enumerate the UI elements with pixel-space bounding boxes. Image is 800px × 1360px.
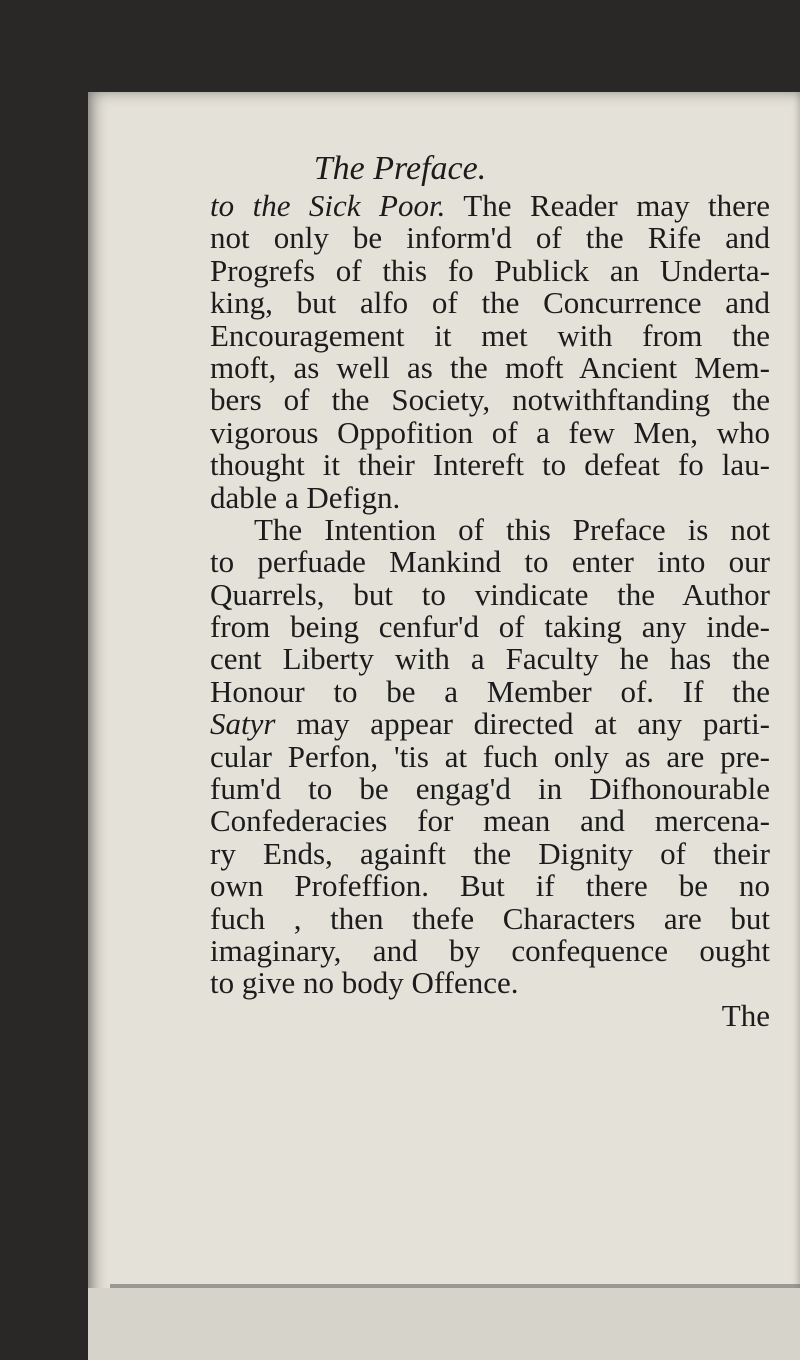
text-line: fum'd to be engag'd in Difhonourable (210, 771, 770, 807)
text-line: Encouragement it met with from the (210, 317, 770, 353)
text-line: cular Perfon, 'tis at fuch only as are pre- (210, 738, 770, 774)
text-line: Progrefs of this fo Publick an Underta- (210, 252, 770, 288)
text-line: dable a Defign. (210, 479, 401, 515)
text-line: bers of the Society, notwithftanding the (210, 382, 770, 418)
page-edge-shadow (110, 1284, 800, 1288)
text-line: Honour to be a Member of. If the (210, 673, 770, 709)
text-line: thought it their Intereft to defeat fo lau- (210, 447, 770, 483)
text-line: Quarrels, but to vindicate the Author (210, 576, 770, 612)
text-line: The Intention of this Preface is not (254, 511, 770, 547)
italic-phrase: to the Sick Poor. (210, 188, 446, 223)
text-line: from being cenfur'd of taking any inde- (210, 609, 770, 645)
running-head: The Preface. (313, 150, 487, 187)
line-text: The Reader may there (445, 188, 770, 223)
page-bottom-margin (88, 1288, 800, 1360)
text-line: fuch , then thefe Characters are but (210, 900, 770, 936)
text-line: vigorous Oppofition of a few Men, who (210, 414, 770, 450)
line-text: may appear directed at any parti- (275, 706, 770, 742)
body-text (210, 190, 770, 1032)
text-line: imaginary, and by confequence ought (210, 932, 770, 968)
text-line: own Profeffion. But if there be no (210, 868, 770, 904)
text-line: to perfuade Mankind to enter into our (210, 544, 770, 580)
text-line: Confederacies for mean and mercena- (210, 803, 770, 839)
text-line (210, 190, 770, 222)
text-line: to give no body Offence. (210, 965, 519, 1001)
italic-phrase: Satyr (210, 706, 276, 742)
text-line: moft, as well as the moft Ancient Mem- (210, 349, 770, 385)
text-line: ry Ends, againft the Dignity of their (210, 835, 770, 871)
catchword: The (721, 997, 770, 1033)
text-line: cent Liberty with a Faculty he has the (210, 641, 770, 677)
text-line: not only be inform'd of the Rife and (210, 220, 770, 256)
text-line (210, 708, 770, 740)
text-line: king, but alfo of the Concurrence and (210, 285, 770, 321)
